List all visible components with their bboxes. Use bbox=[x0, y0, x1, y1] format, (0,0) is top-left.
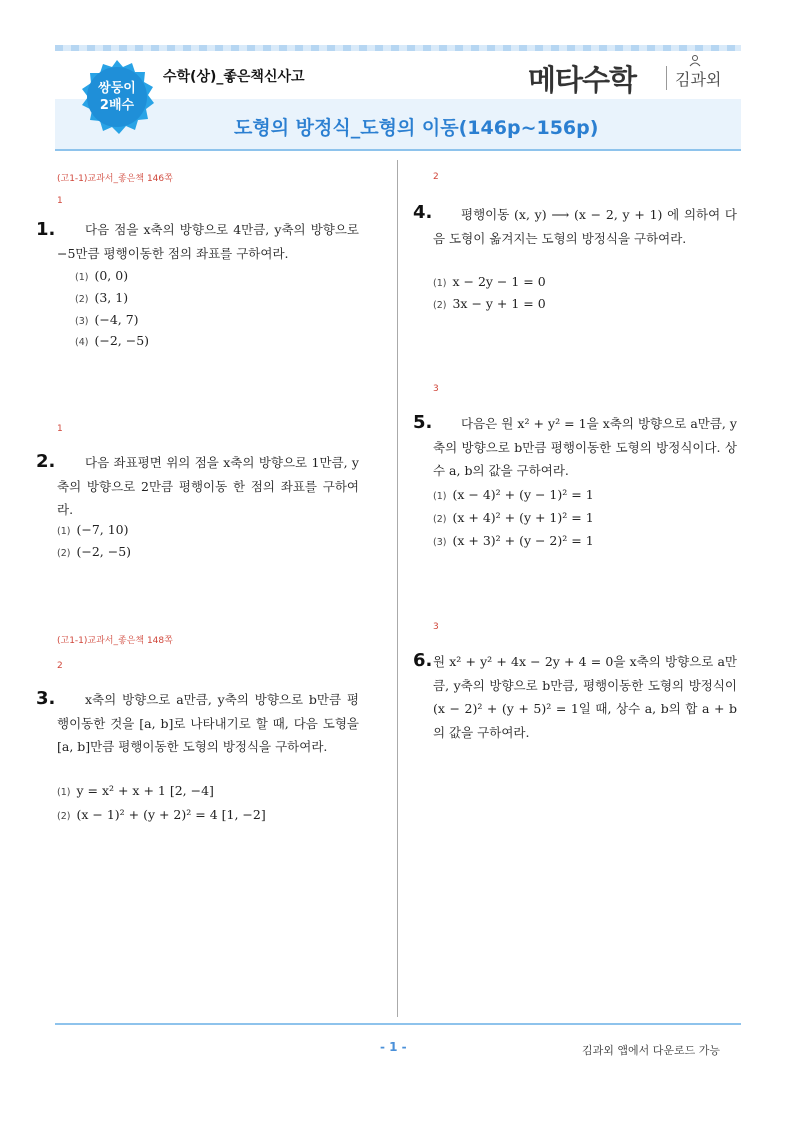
page-title: 도형의 방정식_도형의 이동(146p~156p) bbox=[234, 117, 599, 139]
column-divider bbox=[397, 160, 398, 1017]
subject-label: 수학(상)_좋은책신사고 bbox=[163, 69, 305, 85]
sub-item: (3) (x + 3)² + (y − 2)² = 1 bbox=[433, 533, 594, 548]
difficulty-level: 1 bbox=[57, 424, 63, 434]
difficulty-level: 3 bbox=[433, 622, 439, 632]
badge-label bbox=[78, 80, 156, 114]
sub-item: (2) (x − 1)² + (y + 2)² = 4 [1, −2] bbox=[57, 807, 266, 822]
sub-item: (2) (3, 1) bbox=[75, 290, 129, 305]
brand-logo: 메타수학 bbox=[528, 63, 637, 97]
question-text: 다음 좌표평면 위의 점을 x축의 방향으로 1만큼, y축의 방향으로 2만큼 평행이동 한 점의 좌표를 구하여라. bbox=[57, 455, 359, 517]
question-number: 4. bbox=[413, 202, 433, 223]
top-stripe bbox=[55, 45, 741, 51]
footer-line bbox=[55, 1023, 741, 1025]
brand-separator bbox=[666, 66, 667, 90]
sub-item: (1) x − 2y − 1 = 0 bbox=[433, 274, 546, 289]
brand-kimgwaoe: 김과외 bbox=[675, 70, 722, 89]
sub-item: (2) (x + 4)² + (y + 1)² = 1 bbox=[433, 510, 594, 525]
sub-item: (1) (0, 0) bbox=[75, 268, 129, 283]
sub-item: (3) (−4, 7) bbox=[75, 312, 139, 327]
difficulty-level: 2 bbox=[433, 172, 439, 182]
difficulty-level: 1 bbox=[57, 196, 63, 206]
difficulty-level: 2 bbox=[57, 661, 63, 671]
badge-line2: 2배수 bbox=[99, 98, 135, 113]
question-text: 원 x² + y² + 4x − 2y + 4 = 0을 x축의 방향으로 a만큼, y축의 방향으로 b만큼, 평행이동한 도형의 방정식이 (x − 2)² + (y + 5)² = 1일 때, 상수 a, b의 합 a + b의 값을 구하여라. bbox=[433, 654, 737, 740]
page-number: - 1 - bbox=[380, 1040, 407, 1054]
footer-note: 김과외 앱에서 다운로드 가능 bbox=[582, 1044, 721, 1057]
badge-line1: 쌍둥이 bbox=[98, 81, 136, 96]
person-icon bbox=[688, 55, 702, 67]
question-number: 3. bbox=[36, 688, 56, 709]
source-ref: (고1-1)교과서_좋은책 148쪽 bbox=[57, 636, 173, 646]
sub-item: (2) (−2, −5) bbox=[57, 544, 132, 559]
question-text: 평행이동 (x, y) ⟶ (x − 2, y + 1) 에 의하여 다음 도형이 옮겨지는 도형의 방정식을 구하여라. bbox=[433, 207, 737, 246]
source-ref: (고1-1)교과서_좋은책 146쪽 bbox=[57, 174, 173, 184]
question-number: 5. bbox=[413, 412, 433, 433]
question-number: 2. bbox=[36, 451, 56, 472]
sub-item: (1) (x − 4)² + (y − 1)² = 1 bbox=[433, 487, 594, 502]
sub-item: (1) y = x² + x + 1 [2, −4] bbox=[57, 783, 214, 798]
question-text: 다음은 원 x² + y² = 1을 x축의 방향으로 a만큼, y축의 방향으로 b만큼 평행이동한 도형의 방정식이다. 상수 a, b의 값을 구하여라. bbox=[433, 416, 737, 478]
sub-item: (2) 3x − y + 1 = 0 bbox=[433, 296, 546, 311]
question-number: 1. bbox=[36, 219, 56, 240]
difficulty-level: 3 bbox=[433, 384, 439, 394]
question-number: 6. bbox=[413, 650, 433, 671]
question-text: x축의 방향으로 a만큼, y축의 방향으로 b만큼 평행이동한 것을 [a, b]로 나타내기로 할 때, 다음 도형을 [a, b]만큼 평행이동한 도형의 방정식을 구하여라. bbox=[57, 692, 359, 754]
sub-item: (1) (−7, 10) bbox=[57, 522, 129, 537]
sub-item: (4) (−2, −5) bbox=[75, 333, 150, 348]
question-text: 다음 점을 x축의 방향으로 4만큼, y축의 방향으로 −5만큼 평행이동한 점의 좌표를 구하여라. bbox=[57, 222, 359, 261]
